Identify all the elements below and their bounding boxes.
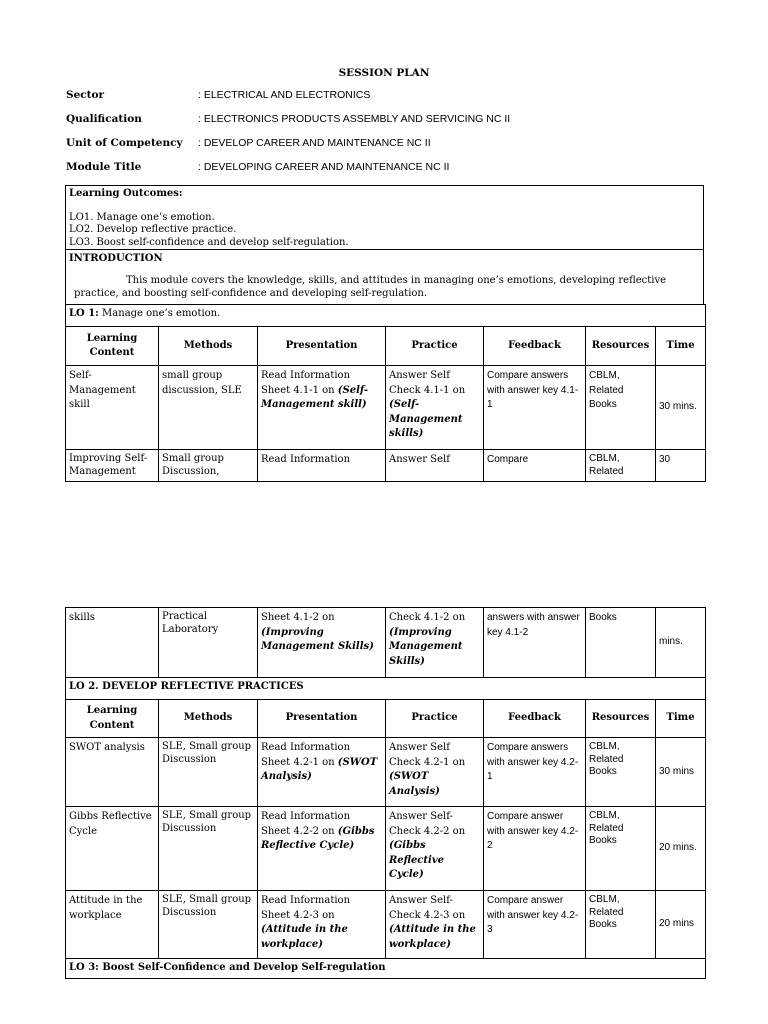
presentation-topic: (SWOT Analysis): [261, 756, 378, 782]
header-resources: Resources: [586, 700, 656, 738]
presentation-topic: (Self-Management skill): [261, 384, 369, 410]
cell-time: 20 mins: [656, 891, 706, 959]
table-row: [66, 807, 706, 891]
cell-resources: CBLM, Related Books: [586, 366, 656, 450]
lo1-prefix: LO 1:: [69, 308, 99, 319]
cell-feedback: Compare: [484, 450, 586, 482]
lo1-text: Manage one’s emotion.: [98, 308, 221, 319]
meta-value: : DEVELOPING CAREER AND MAINTENANCE NC II: [198, 161, 450, 173]
header-content: Learning Content: [66, 700, 159, 738]
cell-feedback: Compare answers with answer key 4.2-1: [484, 738, 586, 807]
cell-methods: SLE, Small group Discussion: [159, 891, 258, 959]
cell-content: Improving Self-Management: [66, 450, 159, 482]
meta-value: : ELECTRONICS PRODUCTS ASSEMBLY AND SERVICING NC II: [198, 113, 511, 125]
cell-feedback: Compare answer with answer key 4.2-2: [484, 807, 586, 891]
practice-text: Answer Self Check 4.2-1 on: [389, 742, 466, 768]
table-header-row: [66, 327, 706, 366]
page-title: SESSION PLAN: [338, 67, 430, 79]
cell-content: skills: [66, 608, 159, 678]
cell-feedback: Compare answer with answer key 4.2-3: [484, 891, 586, 959]
learning-outcome-item: LO1. Manage one’s emotion.: [69, 211, 215, 223]
meta-qualification: [66, 113, 726, 129]
session-table-1: [65, 304, 706, 482]
presentation-topic: (Improving Management Skills): [261, 626, 374, 652]
practice-text: Answer Self-Check 4.2-3 on: [389, 895, 466, 921]
cell-content: SWOT analysis: [66, 738, 159, 807]
table-row: [66, 450, 706, 482]
header-time: Time: [656, 700, 706, 738]
cell-methods: SLE, Small group Discussion: [159, 738, 258, 807]
introduction-text: This module covers the knowledge, skills, and attitudes in managing one’s emotions, developing reflective: [126, 275, 667, 286]
lo1-row: [66, 305, 706, 327]
presentation-topic: (Attitude in the workplace): [261, 924, 348, 950]
header-resources: Resources: [586, 327, 656, 366]
table-row: [66, 608, 706, 678]
cell-methods: Small group Discussion,: [159, 450, 258, 482]
lo2-heading: LO 2. DEVELOP REFLECTIVE PRACTICES: [66, 678, 706, 700]
header-presentation: Presentation: [258, 700, 386, 738]
cell-practice: [386, 738, 484, 807]
learning-outcome-item: LO2. Develop reflective practice.: [69, 224, 237, 235]
header-practice: Practice: [386, 700, 484, 738]
header-practice: Practice: [386, 327, 484, 366]
practice-topic: (Gibbs Reflective Cycle): [389, 840, 444, 880]
practice-text: Answer Self-Check 4.2-2 on: [389, 811, 466, 837]
practice-text: Answer Self: [389, 454, 450, 465]
header-content: Learning Content: [66, 327, 159, 366]
cell-time: 30 mins: [656, 738, 706, 807]
learning-outcomes-heading: Learning Outcomes:: [69, 188, 183, 199]
header-feedback: Feedback: [484, 700, 586, 738]
presentation-text: Read Information: [261, 454, 351, 465]
header-time: Time: [656, 327, 706, 366]
cell-practice: [386, 807, 484, 891]
cell-practice: [386, 891, 484, 959]
meta-sector: [66, 89, 726, 105]
practice-topic: (Self-Management skills): [389, 399, 463, 439]
meta-unit: [66, 137, 726, 153]
table-row: [66, 738, 706, 807]
cell-resources: CBLM, Related Books: [586, 891, 656, 959]
cell-time: mins.: [656, 608, 706, 678]
cell-time: 30 mins.: [656, 366, 706, 450]
introduction-heading: INTRODUCTION: [69, 253, 163, 264]
table-row: [66, 891, 706, 959]
lo3-heading: LO 3: Boost Self-Confidence and Develop Self-regulation: [66, 959, 706, 979]
presentation-topic: (Gibbs Reflective Cycle): [261, 825, 375, 851]
header-presentation: Presentation: [258, 327, 386, 366]
cell-time: 20 mins.: [656, 807, 706, 891]
cell-time: 30: [656, 450, 706, 482]
cell-methods: Practical Laboratory: [159, 608, 258, 678]
cell-presentation: [258, 738, 386, 807]
meta-label: Qualification: [66, 113, 142, 125]
presentation-text: Read Information Sheet 4.2-2 on: [261, 811, 351, 837]
cell-feedback: Compare answers with answer key 4.1-1: [484, 366, 586, 450]
cell-practice: [386, 450, 484, 482]
practice-text: Check 4.1-2 on: [389, 612, 466, 623]
presentation-text: Read Information Sheet 4.2-3 on: [261, 895, 351, 921]
session-table-2: [65, 607, 706, 979]
header-feedback: Feedback: [484, 327, 586, 366]
introduction-text: practice, and boosting self-confidence and developing self-regulation.: [74, 288, 428, 299]
cell-presentation: [258, 807, 386, 891]
meta-label: Unit of Competency: [66, 137, 183, 149]
cell-methods: SLE, Small group Discussion: [159, 807, 258, 891]
meta-module: [66, 161, 726, 177]
table-row: [66, 366, 706, 450]
presentation-text: Read Information Sheet 4.1-1 on: [261, 370, 351, 396]
cell-content: Attitude in the workplace: [66, 891, 159, 959]
cell-resources: CBLM, Related Books: [586, 738, 656, 807]
cell-presentation: [258, 366, 386, 450]
practice-topic: (Improving Management Skills): [389, 626, 463, 667]
meta-label: Module Title: [66, 161, 142, 173]
cell-presentation: [258, 608, 386, 678]
cell-content: Gibbs Reflective Cycle: [66, 807, 159, 891]
cell-feedback: answers with answer key 4.1-2: [484, 608, 586, 678]
cell-resources: CBLM, Related: [586, 450, 656, 482]
presentation-text: Sheet 4.1-2 on: [261, 612, 335, 623]
practice-topic: (SWOT Analysis): [389, 771, 440, 797]
header-methods: Methods: [159, 327, 258, 366]
introduction-box: [65, 249, 704, 305]
practice-text: Answer Self Check 4.1-1 on: [389, 370, 466, 396]
meta-value: : DEVELOP CAREER AND MAINTENANCE NC II: [198, 137, 431, 149]
cell-methods: small group discussion, SLE: [159, 366, 258, 450]
cell-resources: Books: [586, 608, 656, 678]
meta-label: Sector: [66, 89, 105, 101]
cell-practice: [386, 608, 484, 678]
meta-value: : ELECTRICAL AND ELECTRONICS: [198, 89, 371, 101]
learning-outcome-item: LO3. Boost self-confidence and develop self-regulation.: [69, 236, 349, 248]
header-methods: Methods: [159, 700, 258, 738]
cell-resources: CBLM, Related Books: [586, 807, 656, 891]
cell-presentation: [258, 891, 386, 959]
presentation-text: Read Information Sheet 4.2-1 on: [261, 742, 351, 768]
practice-topic: (Attitude in the workplace): [389, 924, 476, 950]
table-header-row: [66, 700, 706, 738]
cell-practice: [386, 366, 484, 450]
learning-outcomes-box: [65, 185, 704, 250]
cell-presentation: [258, 450, 386, 482]
cell-content: Self-Management skill: [66, 366, 159, 450]
